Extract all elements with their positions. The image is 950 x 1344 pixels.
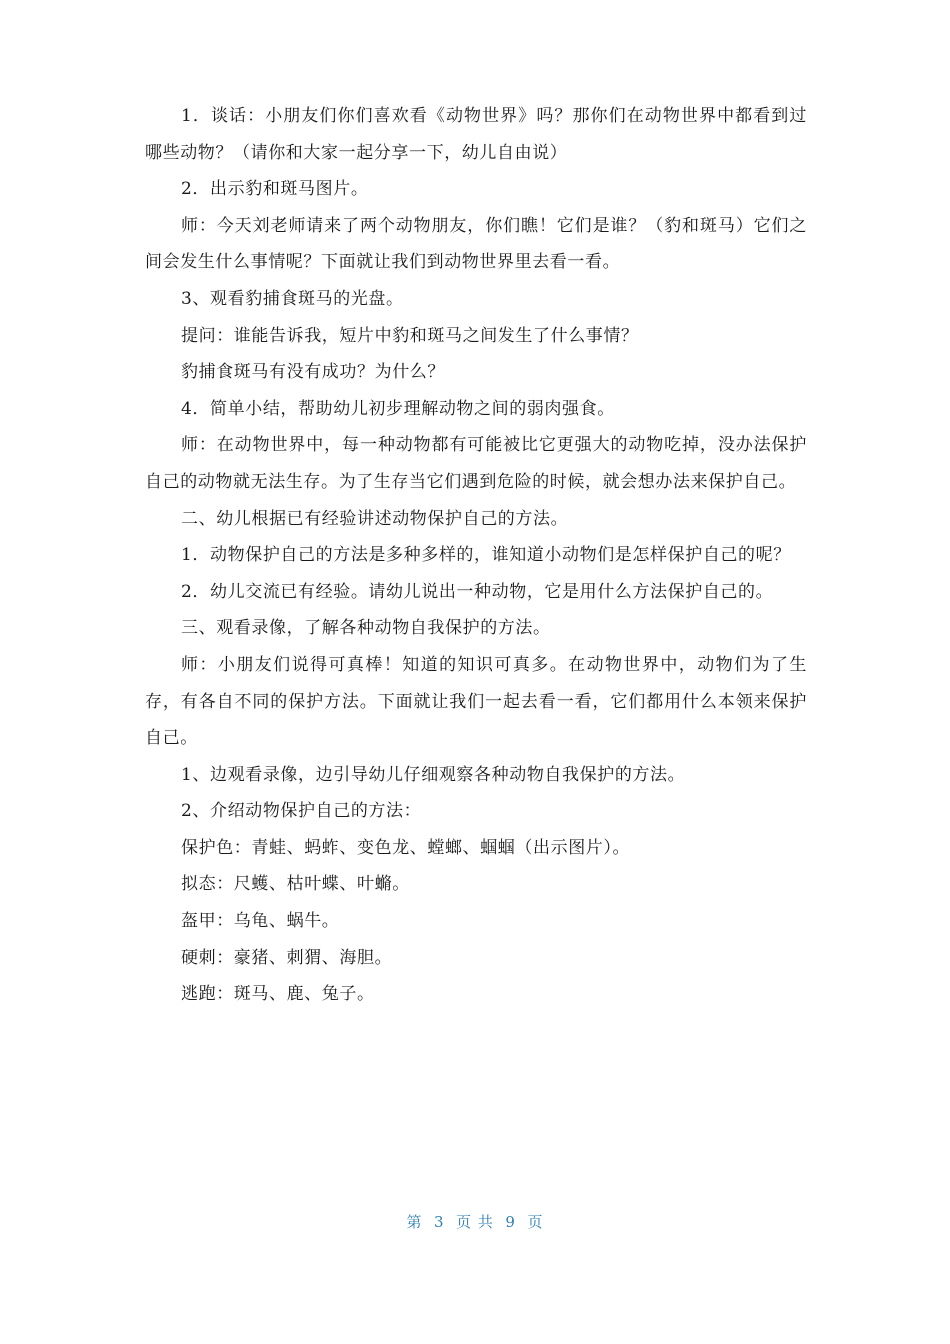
paragraph-8: 师：在动物世界中，每一种动物都有可能被比它更强大的动物吃掉，没办法保护自己的动物就无法生存。为了生存当它们遇到危险的时候，就会想办法来保护自己。 xyxy=(145,435,807,492)
paragraph-17: 拟态：尺蠖、枯叶蝶、叶䗛。 xyxy=(181,874,410,895)
paragraph-4: 3、观看豹捕食斑马的光盘。 xyxy=(181,288,404,309)
paragraph-3: 师：今天刘老师请来了两个动物朋友，你们瞧！它们是谁？（豹和斑马）它们之间会发生什么事情呢？下面就让我们到动物世界里去看一看。 xyxy=(145,215,807,273)
paragraph-6: 豹捕食斑马有没有成功？为什么？ xyxy=(181,362,445,383)
paragraph-5: 提问：谁能告诉我，短片中豹和斑马之间发生了什么事情？ xyxy=(181,325,639,346)
paragraph-20: 逃跑：斑马、鹿、兔子。 xyxy=(181,984,375,1005)
document-body xyxy=(145,98,807,1013)
paragraph-2: 2．出示豹和斑马图片。 xyxy=(181,179,369,200)
page-number-footer: 第 3 页 共 9 页 xyxy=(406,1213,544,1231)
paragraph-15: 2、介绍动物保护自己的方法： xyxy=(181,801,422,822)
paragraph-18: 盔甲：乌龟、蜗牛。 xyxy=(181,911,340,932)
paragraph-7: 4．简单小结，帮助幼儿初步理解动物之间的弱肉强食。 xyxy=(181,398,615,419)
paragraph-1: 1．谈话：小朋友们你们喜欢看《动物世界》吗？那你们在动物世界中都看到过哪些动物？（请你和大家一起分享一下，幼儿自由说） xyxy=(145,106,807,163)
paragraph-16: 保护色：青蛙、蚂蚱、变色龙、螳螂、蝈蝈（出示图片）。 xyxy=(181,837,631,858)
paragraph-12: 三、观看录像，了解各种动物自我保护的方法。 xyxy=(181,618,551,639)
paragraph-10: 1．动物保护自己的方法是多种多样的，谁知道小动物们是怎样保护自己的呢？ xyxy=(181,545,791,566)
paragraph-9: 二、幼儿根据已有经验讲述动物保护自己的方法。 xyxy=(181,508,569,529)
paragraph-19: 硬刺：豪猪、刺猬、海胆。 xyxy=(181,947,393,968)
paragraph-14: 1、边观看录像，边引导幼儿仔细观察各种动物自我保护的方法。 xyxy=(181,764,686,785)
paragraph-11: 2．幼儿交流已有经验。请幼儿说出一种动物，它是用什么方法保护自己的。 xyxy=(181,581,774,602)
paragraph-13: 师：小朋友们说得可真棒！知道的知识可真多。在动物世界中，动物们为了生存，有各自不同的保护方法。下面就让我们一起去看一看，它们都用什么本领来保护自己。 xyxy=(145,654,807,749)
